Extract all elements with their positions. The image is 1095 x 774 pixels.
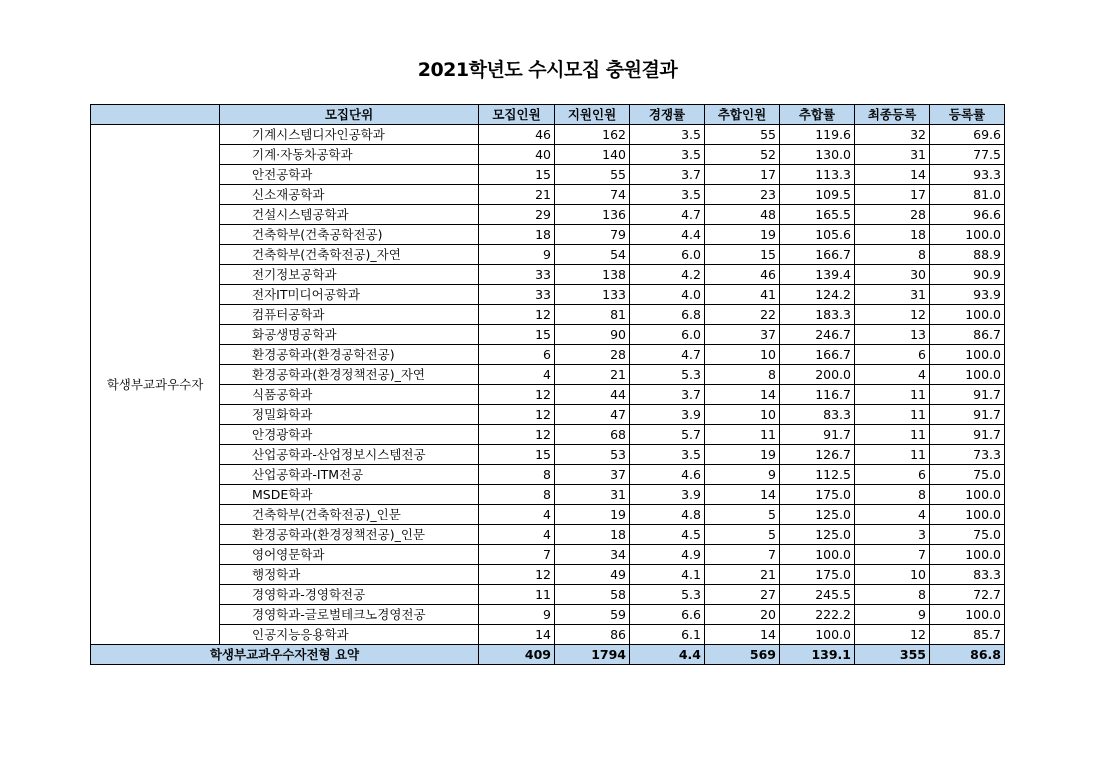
- table-row: [91, 525, 1005, 545]
- cell-applicants: 59: [555, 605, 630, 625]
- cell-applicants: 49: [555, 565, 630, 585]
- unit-name: 전자IT미디어공학과: [220, 285, 479, 305]
- cell-final-registered: 11: [855, 425, 930, 445]
- table-row: [91, 185, 1005, 205]
- cell-competition-rate: 4.6: [630, 465, 705, 485]
- cell-additional-rate: 109.5: [780, 185, 855, 205]
- unit-name: 행정학과: [220, 565, 479, 585]
- cell-additional-rate: 116.7: [780, 385, 855, 405]
- cell-registration-rate: 83.3: [930, 565, 1005, 585]
- cell-final-registered: 28: [855, 205, 930, 225]
- header-quota: 모집인원: [479, 105, 555, 125]
- cell-competition-rate: 4.9: [630, 545, 705, 565]
- unit-name: 화공생명공학과: [220, 325, 479, 345]
- cell-additional-rate: 139.4: [780, 265, 855, 285]
- summary-competition-rate: 4.4: [630, 645, 705, 665]
- table-row: [91, 165, 1005, 185]
- cell-registration-rate: 100.0: [930, 225, 1005, 245]
- cell-final-registered: 6: [855, 465, 930, 485]
- cell-competition-rate: 3.5: [630, 145, 705, 165]
- cell-registration-rate: 93.3: [930, 165, 1005, 185]
- header-applicants: 지원인원: [555, 105, 630, 125]
- unit-name: MSDE학과: [220, 485, 479, 505]
- header-registration-rate: 등록률: [930, 105, 1005, 125]
- cell-additional-admits: 11: [705, 425, 780, 445]
- cell-additional-admits: 14: [705, 625, 780, 645]
- cell-applicants: 31: [555, 485, 630, 505]
- cell-registration-rate: 91.7: [930, 385, 1005, 405]
- unit-name: 기계·자동차공학과: [220, 145, 479, 165]
- summary-applicants: 1794: [555, 645, 630, 665]
- cell-additional-admits: 14: [705, 485, 780, 505]
- cell-quota: 8: [479, 465, 555, 485]
- cell-competition-rate: 4.1: [630, 565, 705, 585]
- table-row: [91, 265, 1005, 285]
- cell-additional-admits: 10: [705, 345, 780, 365]
- cell-quota: 46: [479, 125, 555, 145]
- cell-registration-rate: 96.6: [930, 205, 1005, 225]
- table-row: [91, 545, 1005, 565]
- cell-competition-rate: 4.7: [630, 345, 705, 365]
- cell-additional-rate: 222.2: [780, 605, 855, 625]
- cell-additional-admits: 17: [705, 165, 780, 185]
- cell-competition-rate: 6.6: [630, 605, 705, 625]
- cell-additional-admits: 19: [705, 445, 780, 465]
- cell-registration-rate: 100.0: [930, 545, 1005, 565]
- cell-additional-rate: 100.0: [780, 545, 855, 565]
- cell-applicants: 44: [555, 385, 630, 405]
- cell-competition-rate: 3.5: [630, 185, 705, 205]
- unit-name: 식품공학과: [220, 385, 479, 405]
- table-row: [91, 145, 1005, 165]
- cell-registration-rate: 75.0: [930, 525, 1005, 545]
- cell-quota: 29: [479, 205, 555, 225]
- table-row: [91, 445, 1005, 465]
- cell-competition-rate: 6.0: [630, 245, 705, 265]
- cell-competition-rate: 6.0: [630, 325, 705, 345]
- cell-registration-rate: 90.9: [930, 265, 1005, 285]
- cell-applicants: 34: [555, 545, 630, 565]
- unit-name: 전기정보공학과: [220, 265, 479, 285]
- cell-applicants: 47: [555, 405, 630, 425]
- cell-additional-admits: 41: [705, 285, 780, 305]
- cell-quota: 8: [479, 485, 555, 505]
- header-group: [91, 105, 220, 125]
- cell-additional-rate: 125.0: [780, 525, 855, 545]
- table-row: [91, 465, 1005, 485]
- cell-additional-rate: 83.3: [780, 405, 855, 425]
- cell-additional-rate: 165.5: [780, 205, 855, 225]
- cell-additional-admits: 19: [705, 225, 780, 245]
- cell-quota: 12: [479, 565, 555, 585]
- unit-name: 경영학과-경영학전공: [220, 585, 479, 605]
- header-unit: 모집단위: [220, 105, 479, 125]
- cell-final-registered: 9: [855, 605, 930, 625]
- unit-name: 건축학부(건축학전공)_인문: [220, 505, 479, 525]
- cell-registration-rate: 75.0: [930, 465, 1005, 485]
- table-row: [91, 245, 1005, 265]
- cell-quota: 33: [479, 285, 555, 305]
- cell-applicants: 21: [555, 365, 630, 385]
- cell-registration-rate: 81.0: [930, 185, 1005, 205]
- cell-final-registered: 3: [855, 525, 930, 545]
- cell-additional-rate: 91.7: [780, 425, 855, 445]
- cell-additional-admits: 8: [705, 365, 780, 385]
- cell-final-registered: 32: [855, 125, 930, 145]
- cell-applicants: 68: [555, 425, 630, 445]
- table-row: [91, 305, 1005, 325]
- cell-registration-rate: 77.5: [930, 145, 1005, 165]
- cell-applicants: 90: [555, 325, 630, 345]
- cell-registration-rate: 100.0: [930, 605, 1005, 625]
- page-title: 2021학년도 수시모집 충원결과: [417, 59, 678, 81]
- header-row: [91, 105, 1005, 125]
- cell-final-registered: 7: [855, 545, 930, 565]
- cell-additional-rate: 119.6: [780, 125, 855, 145]
- cell-applicants: 28: [555, 345, 630, 365]
- cell-additional-admits: 55: [705, 125, 780, 145]
- unit-name: 정밀화학과: [220, 405, 479, 425]
- cell-final-registered: 4: [855, 505, 930, 525]
- cell-additional-admits: 5: [705, 525, 780, 545]
- cell-additional-admits: 21: [705, 565, 780, 585]
- cell-additional-admits: 46: [705, 265, 780, 285]
- cell-competition-rate: 3.9: [630, 485, 705, 505]
- cell-additional-admits: 37: [705, 325, 780, 345]
- cell-final-registered: 11: [855, 445, 930, 465]
- cell-additional-admits: 22: [705, 305, 780, 325]
- cell-registration-rate: 91.7: [930, 405, 1005, 425]
- cell-applicants: 86: [555, 625, 630, 645]
- cell-registration-rate: 91.7: [930, 425, 1005, 445]
- unit-name: 경영학과-글로벌테크노경영전공: [220, 605, 479, 625]
- cell-applicants: 19: [555, 505, 630, 525]
- cell-additional-admits: 20: [705, 605, 780, 625]
- cell-applicants: 74: [555, 185, 630, 205]
- cell-competition-rate: 3.5: [630, 445, 705, 465]
- cell-final-registered: 8: [855, 585, 930, 605]
- unit-name: 안전공학과: [220, 165, 479, 185]
- cell-additional-admits: 23: [705, 185, 780, 205]
- cell-additional-admits: 9: [705, 465, 780, 485]
- cell-quota: 21: [479, 185, 555, 205]
- summary-additional-rate: 139.1: [780, 645, 855, 665]
- cell-competition-rate: 4.4: [630, 225, 705, 245]
- cell-additional-admits: 48: [705, 205, 780, 225]
- cell-quota: 18: [479, 225, 555, 245]
- cell-competition-rate: 5.7: [630, 425, 705, 445]
- cell-quota: 4: [479, 505, 555, 525]
- cell-additional-rate: 175.0: [780, 485, 855, 505]
- table-row: [91, 565, 1005, 585]
- cell-additional-rate: 175.0: [780, 565, 855, 585]
- cell-competition-rate: 3.7: [630, 385, 705, 405]
- cell-final-registered: 12: [855, 625, 930, 645]
- cell-quota: 6: [479, 345, 555, 365]
- cell-registration-rate: 100.0: [930, 505, 1005, 525]
- cell-quota: 9: [479, 605, 555, 625]
- cell-final-registered: 6: [855, 345, 930, 365]
- cell-additional-rate: 100.0: [780, 625, 855, 645]
- cell-applicants: 53: [555, 445, 630, 465]
- cell-final-registered: 10: [855, 565, 930, 585]
- unit-name: 건축학부(건축학전공)_자연: [220, 245, 479, 265]
- cell-final-registered: 8: [855, 485, 930, 505]
- table-row: [91, 625, 1005, 645]
- cell-additional-admits: 7: [705, 545, 780, 565]
- cell-registration-rate: 73.3: [930, 445, 1005, 465]
- unit-name: 건설시스템공학과: [220, 205, 479, 225]
- cell-additional-admits: 15: [705, 245, 780, 265]
- unit-name: 인공지능응용학과: [220, 625, 479, 645]
- cell-additional-rate: 124.2: [780, 285, 855, 305]
- cell-final-registered: 17: [855, 185, 930, 205]
- table-row: [91, 285, 1005, 305]
- cell-applicants: 79: [555, 225, 630, 245]
- cell-final-registered: 13: [855, 325, 930, 345]
- cell-final-registered: 12: [855, 305, 930, 325]
- table-row: [91, 205, 1005, 225]
- cell-quota: 15: [479, 445, 555, 465]
- cell-additional-rate: 130.0: [780, 145, 855, 165]
- cell-quota: 11: [479, 585, 555, 605]
- cell-applicants: 18: [555, 525, 630, 545]
- cell-registration-rate: 69.6: [930, 125, 1005, 145]
- cell-quota: 12: [479, 305, 555, 325]
- cell-registration-rate: 100.0: [930, 365, 1005, 385]
- cell-additional-rate: 166.7: [780, 345, 855, 365]
- cell-competition-rate: 3.7: [630, 165, 705, 185]
- table-row: [91, 385, 1005, 405]
- cell-registration-rate: 100.0: [930, 485, 1005, 505]
- cell-additional-rate: 112.5: [780, 465, 855, 485]
- cell-final-registered: 11: [855, 405, 930, 425]
- unit-name: 컴퓨터공학과: [220, 305, 479, 325]
- cell-additional-admits: 5: [705, 505, 780, 525]
- unit-name: 기계시스템디자인공학과: [220, 125, 479, 145]
- cell-quota: 9: [479, 245, 555, 265]
- cell-competition-rate: 5.3: [630, 365, 705, 385]
- cell-additional-rate: 166.7: [780, 245, 855, 265]
- cell-additional-admits: 10: [705, 405, 780, 425]
- cell-applicants: 55: [555, 165, 630, 185]
- cell-applicants: 58: [555, 585, 630, 605]
- table-row: [91, 325, 1005, 345]
- cell-applicants: 136: [555, 205, 630, 225]
- cell-quota: 33: [479, 265, 555, 285]
- summary-final-registered: 355: [855, 645, 930, 665]
- cell-quota: 15: [479, 325, 555, 345]
- table-row: [91, 605, 1005, 625]
- cell-additional-rate: 183.3: [780, 305, 855, 325]
- group-label: 학생부교과우수자: [91, 125, 220, 645]
- cell-final-registered: 4: [855, 365, 930, 385]
- results-table: [90, 104, 1005, 665]
- cell-final-registered: 31: [855, 285, 930, 305]
- cell-additional-rate: 200.0: [780, 365, 855, 385]
- summary-quota: 409: [479, 645, 555, 665]
- cell-final-registered: 14: [855, 165, 930, 185]
- unit-name: 신소재공학과: [220, 185, 479, 205]
- table-row: [91, 125, 1005, 145]
- cell-competition-rate: 6.1: [630, 625, 705, 645]
- summary-additional-admits: 569: [705, 645, 780, 665]
- cell-registration-rate: 72.7: [930, 585, 1005, 605]
- cell-competition-rate: 4.0: [630, 285, 705, 305]
- table-row: [91, 505, 1005, 525]
- cell-registration-rate: 85.7: [930, 625, 1005, 645]
- cell-registration-rate: 93.9: [930, 285, 1005, 305]
- cell-registration-rate: 86.7: [930, 325, 1005, 345]
- cell-applicants: 81: [555, 305, 630, 325]
- cell-additional-rate: 246.7: [780, 325, 855, 345]
- cell-quota: 12: [479, 405, 555, 425]
- cell-applicants: 140: [555, 145, 630, 165]
- cell-final-registered: 18: [855, 225, 930, 245]
- summary-registration-rate: 86.8: [930, 645, 1005, 665]
- cell-competition-rate: 6.8: [630, 305, 705, 325]
- cell-quota: 7: [479, 545, 555, 565]
- cell-applicants: 133: [555, 285, 630, 305]
- cell-competition-rate: 4.2: [630, 265, 705, 285]
- table-row: [91, 365, 1005, 385]
- unit-name: 산업공학과-ITM전공: [220, 465, 479, 485]
- cell-additional-admits: 14: [705, 385, 780, 405]
- cell-quota: 12: [479, 425, 555, 445]
- unit-name: 영어영문학과: [220, 545, 479, 565]
- cell-applicants: 162: [555, 125, 630, 145]
- table-row: [91, 425, 1005, 445]
- cell-additional-admits: 52: [705, 145, 780, 165]
- unit-name: 환경공학과(환경공학전공): [220, 345, 479, 365]
- cell-registration-rate: 88.9: [930, 245, 1005, 265]
- header-additional-admits: 추합인원: [705, 105, 780, 125]
- unit-name: 건축학부(건축공학전공): [220, 225, 479, 245]
- table-row: [91, 405, 1005, 425]
- cell-quota: 40: [479, 145, 555, 165]
- table-row: [91, 345, 1005, 365]
- unit-name: 안경광학과: [220, 425, 479, 445]
- cell-quota: 4: [479, 365, 555, 385]
- unit-name: 산업공학과-산업정보시스템전공: [220, 445, 479, 465]
- cell-final-registered: 11: [855, 385, 930, 405]
- cell-competition-rate: 4.5: [630, 525, 705, 545]
- cell-competition-rate: 3.9: [630, 405, 705, 425]
- cell-quota: 12: [479, 385, 555, 405]
- cell-competition-rate: 4.7: [630, 205, 705, 225]
- cell-final-registered: 30: [855, 265, 930, 285]
- cell-additional-rate: 105.6: [780, 225, 855, 245]
- cell-additional-rate: 113.3: [780, 165, 855, 185]
- cell-additional-rate: 245.5: [780, 585, 855, 605]
- cell-competition-rate: 3.5: [630, 125, 705, 145]
- cell-final-registered: 31: [855, 145, 930, 165]
- summary-label: 학생부교과우수자전형 요약: [91, 645, 479, 665]
- cell-competition-rate: 5.3: [630, 585, 705, 605]
- table-row: [91, 585, 1005, 605]
- cell-applicants: 138: [555, 265, 630, 285]
- cell-registration-rate: 100.0: [930, 345, 1005, 365]
- cell-additional-rate: 126.7: [780, 445, 855, 465]
- table-row: [91, 225, 1005, 245]
- cell-registration-rate: 100.0: [930, 305, 1005, 325]
- cell-quota: 15: [479, 165, 555, 185]
- cell-additional-admits: 27: [705, 585, 780, 605]
- cell-final-registered: 8: [855, 245, 930, 265]
- header-final-registered: 최종등록: [855, 105, 930, 125]
- summary-row: [91, 645, 1005, 665]
- unit-name: 환경공학과(환경정책전공)_자연: [220, 365, 479, 385]
- cell-quota: 4: [479, 525, 555, 545]
- cell-competition-rate: 4.8: [630, 505, 705, 525]
- cell-quota: 14: [479, 625, 555, 645]
- cell-additional-rate: 125.0: [780, 505, 855, 525]
- header-additional-rate: 추합률: [780, 105, 855, 125]
- table-row: [91, 485, 1005, 505]
- header-competition-rate: 경쟁률: [630, 105, 705, 125]
- cell-applicants: 37: [555, 465, 630, 485]
- cell-applicants: 54: [555, 245, 630, 265]
- unit-name: 환경공학과(환경정책전공)_인문: [220, 525, 479, 545]
